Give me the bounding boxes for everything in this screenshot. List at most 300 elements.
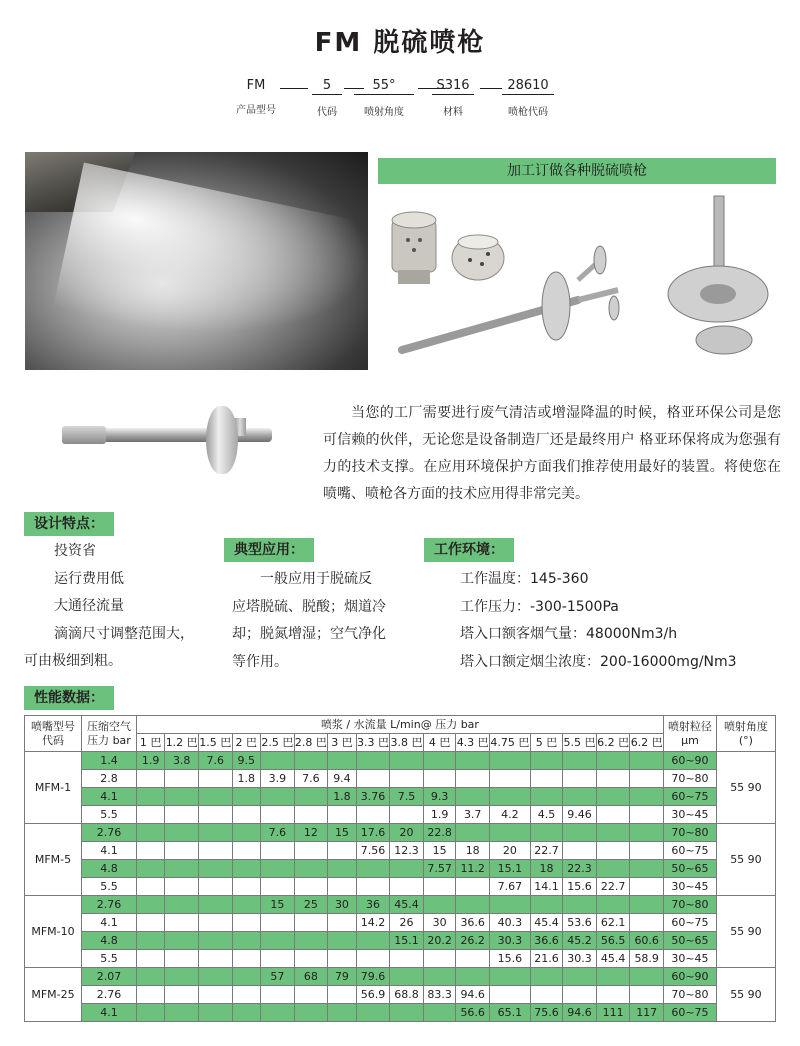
head-pressure: 压缩空气 压力 bar: [81, 716, 136, 752]
flow-cell: 14.2: [356, 914, 390, 932]
droplet-cell: 60~90: [663, 752, 716, 770]
droplet-cell: 30~45: [663, 950, 716, 968]
flow-cell: [198, 986, 232, 1004]
performance-table: [24, 715, 776, 1022]
model-cell: MFM-10: [25, 896, 82, 968]
flow-cell: [596, 842, 630, 860]
pressure-cell: 1.4: [81, 752, 136, 770]
feature-item: 投资省: [54, 543, 96, 559]
flow-cell: 45.4: [596, 950, 630, 968]
flow-cell: 12.3: [390, 842, 424, 860]
flow-cell: 58.9: [630, 950, 664, 968]
flow-cell: [423, 968, 456, 986]
angle-cell: 55 90: [716, 968, 775, 1022]
pressure-cell: 5.5: [81, 878, 136, 896]
droplet-cell: 70~80: [663, 824, 716, 842]
application-line: 却；脱氮增湿；空气净化: [232, 626, 386, 642]
intro-paragraph: 当您的工厂需要进行废气清洁或增湿降温的时候，格亚环保公司是您可信赖的伙伴，无论您是设备制造厂还是最终用户 格亚环保将成为您强有力的技术支撑。在应用环境保护方面我们推荐使用最好的装置。将使您在喷嘴、喷枪各方面的技术应用得非常完美。: [323, 405, 781, 502]
flow-cell: 20: [390, 824, 424, 842]
flow-cell: [165, 878, 199, 896]
flow-cell: 12: [294, 824, 328, 842]
flow-cell: [563, 788, 597, 806]
flow-col-header: 5.5 巴: [563, 734, 597, 752]
flow-cell: 21.6: [530, 950, 563, 968]
applications-text: [232, 566, 412, 676]
flow-col-header: 4.75 巴: [489, 734, 530, 752]
flow-cell: [630, 824, 664, 842]
flow-cell: [232, 968, 260, 986]
flow-cell: [165, 770, 199, 788]
flow-cell: [423, 752, 456, 770]
flow-cell: 3.9: [261, 770, 295, 788]
flow-cell: 36: [356, 896, 390, 914]
flow-cell: [165, 1004, 199, 1022]
table-row: [25, 1004, 776, 1022]
flow-cell: 36.6: [456, 914, 490, 932]
flow-cell: [456, 770, 490, 788]
flow-cell: 60.6: [630, 932, 664, 950]
model-segment-product: [236, 78, 276, 116]
features-heading: 设计特点：: [24, 512, 114, 536]
flow-cell: 7.56: [356, 842, 390, 860]
flow-cell: [232, 842, 260, 860]
flow-col-header: 1.2 巴: [165, 734, 199, 752]
flow-cell: 57: [261, 968, 295, 986]
table-row: [25, 752, 776, 770]
pressure-cell: 4.1: [81, 914, 136, 932]
flow-cell: [596, 968, 630, 986]
flow-cell: 15.6: [489, 950, 530, 968]
flow-cell: 15: [261, 896, 295, 914]
flow-cell: [232, 860, 260, 878]
flow-cell: [328, 806, 356, 824]
pressure-cell: 2.76: [81, 986, 136, 1004]
flow-cell: [261, 752, 295, 770]
flow-cell: [356, 806, 390, 824]
flow-cell: 30.3: [563, 950, 597, 968]
flow-cell: [630, 896, 664, 914]
pressure-cell: 2.8: [81, 770, 136, 788]
table-row: [25, 860, 776, 878]
flow-cell: [630, 860, 664, 878]
flow-cell: [530, 752, 563, 770]
model-segment-code: [312, 78, 342, 118]
flow-cell: [294, 1004, 328, 1022]
flow-cell: [630, 968, 664, 986]
flow-cell: [356, 860, 390, 878]
flow-cell: 1.9: [423, 806, 456, 824]
flow-cell: [423, 896, 456, 914]
model-code: FM: [246, 78, 266, 93]
pressure-cell: 5.5: [81, 950, 136, 968]
flow-cell: [423, 878, 456, 896]
flow-cell: 68.8: [390, 986, 424, 1004]
flow-cell: [390, 950, 424, 968]
flow-cell: [294, 950, 328, 968]
table-row: [25, 824, 776, 842]
model-label: 喷枪代码: [508, 107, 548, 118]
flow-cell: [530, 824, 563, 842]
flow-cell: [596, 770, 630, 788]
flow-cell: 40.3: [489, 914, 530, 932]
flow-col-header: 6.2 巴: [630, 734, 664, 752]
flow-cell: [489, 752, 530, 770]
flow-cell: [198, 806, 232, 824]
model-dash: [480, 88, 502, 89]
flow-col-header: 1.5 巴: [198, 734, 232, 752]
flow-cell: 56.9: [356, 986, 390, 1004]
flow-cell: [136, 878, 164, 896]
flow-cell: [294, 842, 328, 860]
flow-cell: [294, 788, 328, 806]
feature-item: 运行费用低: [54, 570, 124, 587]
model-cell: MFM-25: [25, 968, 82, 1022]
flow-col-header: 3.8 巴: [390, 734, 424, 752]
flow-cell: 26.2: [456, 932, 490, 950]
flow-cell: [596, 788, 630, 806]
flow-cell: 111: [596, 1004, 630, 1022]
flow-cell: [136, 770, 164, 788]
flow-cell: [563, 842, 597, 860]
flow-cell: [198, 770, 232, 788]
flow-cell: 9.3: [423, 788, 456, 806]
model-cell: MFM-5: [25, 824, 82, 896]
flow-cell: 18: [456, 842, 490, 860]
angle-cell: 55 90: [716, 824, 775, 896]
flow-cell: [165, 986, 199, 1004]
flow-cell: [261, 932, 295, 950]
flow-cell: [165, 932, 199, 950]
flow-cell: [630, 986, 664, 1004]
flow-cell: [198, 914, 232, 932]
model-code: S316: [432, 78, 474, 95]
cylinder-nozzle-image: [392, 212, 436, 284]
flow-cell: [630, 752, 664, 770]
flow-cell: [530, 770, 563, 788]
flow-cell: 7.57: [423, 860, 456, 878]
features-list: [24, 538, 224, 676]
flow-cell: [198, 842, 232, 860]
droplet-cell: 70~80: [663, 986, 716, 1004]
flow-cell: [456, 752, 490, 770]
flow-cell: [261, 1004, 295, 1022]
pressure-cell: 4.1: [81, 1004, 136, 1022]
custom-lance-banner: 加工订做各种脱硫喷枪: [378, 158, 776, 184]
flow-cell: [456, 950, 490, 968]
flow-col-header: 3 巴: [328, 734, 356, 752]
angle-cell: 55 90: [716, 752, 775, 824]
flow-cell: [294, 752, 328, 770]
flow-cell: [165, 824, 199, 842]
flow-cell: [530, 788, 563, 806]
flow-cell: 53.6: [563, 914, 597, 932]
flow-cell: 15: [328, 824, 356, 842]
flow-cell: 17.6: [356, 824, 390, 842]
flow-cell: 45.4: [390, 896, 424, 914]
flow-cell: 62.1: [596, 914, 630, 932]
flow-cell: [261, 986, 295, 1004]
flow-cell: [356, 1004, 390, 1022]
flow-cell: [232, 932, 260, 950]
flow-cell: 14.1: [530, 878, 563, 896]
flow-cell: [563, 968, 597, 986]
flow-cell: [596, 986, 630, 1004]
flow-cell: [489, 896, 530, 914]
flow-cell: [294, 860, 328, 878]
flow-cell: [165, 842, 199, 860]
droplet-cell: 60~90: [663, 968, 716, 986]
lance-photo: [62, 398, 282, 478]
flow-cell: [165, 860, 199, 878]
head-angle: 喷射角度 (°): [716, 716, 775, 752]
flow-cell: [136, 824, 164, 842]
flow-cell: [165, 896, 199, 914]
flow-cell: [136, 860, 164, 878]
flow-col-header: 1 巴: [136, 734, 164, 752]
flow-cell: 9.5: [232, 752, 260, 770]
flow-cell: [165, 914, 199, 932]
flow-cell: [563, 770, 597, 788]
flow-cell: [136, 968, 164, 986]
flow-cell: [198, 896, 232, 914]
flow-cell: [198, 824, 232, 842]
feature-item: 可由极细到粗。: [24, 653, 122, 669]
droplet-cell: 30~45: [663, 806, 716, 824]
model-label: 产品型号: [236, 105, 276, 116]
flow-cell: [356, 770, 390, 788]
flow-cell: [232, 950, 260, 968]
flow-cell: 15.6: [563, 878, 597, 896]
flow-cell: 15.1: [390, 932, 424, 950]
flow-cell: [136, 896, 164, 914]
model-cell: MFM-1: [25, 752, 82, 824]
flow-cell: [328, 1004, 356, 1022]
flow-cell: 79: [328, 968, 356, 986]
table-row: [25, 788, 776, 806]
flow-col-header: 5 巴: [530, 734, 563, 752]
flow-col-header: 4.3 巴: [456, 734, 490, 752]
flow-cell: [136, 1004, 164, 1022]
environment-line: 塔入口额定烟尘浓度：200-16000mg/Nm3: [460, 653, 737, 670]
page-title: FM 脱硫喷枪: [314, 28, 486, 58]
flow-cell: 3.8: [165, 752, 199, 770]
flow-cell: [630, 788, 664, 806]
flow-cell: 83.3: [423, 986, 456, 1004]
flow-cell: [596, 824, 630, 842]
table-row: [25, 896, 776, 914]
table-row: [25, 932, 776, 950]
table-row: [25, 950, 776, 968]
flow-cell: [136, 788, 164, 806]
product-illustrations: [378, 190, 776, 366]
flow-cell: 75.6: [530, 1004, 563, 1022]
lance-tip-image: [62, 426, 106, 444]
droplet-cell: 70~80: [663, 770, 716, 788]
flow-col-header: 6.2 巴: [596, 734, 630, 752]
flow-cell: [232, 806, 260, 824]
flow-cell: 18: [530, 860, 563, 878]
flow-cell: 65.1: [489, 1004, 530, 1022]
pressure-cell: 4.8: [81, 860, 136, 878]
head-flow: 喷浆 / 水流量 L/min@ 压力 bar: [136, 716, 663, 734]
flow-cell: [630, 806, 664, 824]
flow-cell: 11.2: [456, 860, 490, 878]
flow-cell: [136, 806, 164, 824]
flow-cell: 1.9: [136, 752, 164, 770]
flow-cell: [489, 824, 530, 842]
flow-cell: [356, 878, 390, 896]
droplet-cell: 60~75: [663, 914, 716, 932]
head-model: 喷嘴型号 代码: [25, 716, 82, 752]
flow-cell: 15.1: [489, 860, 530, 878]
head-droplet: 喷射粒径 μm: [663, 716, 716, 752]
flow-cell: [198, 878, 232, 896]
feature-item: 滴滴尺寸调整范围大，: [54, 625, 194, 642]
flow-cell: [489, 788, 530, 806]
flow-cell: 3.7: [456, 806, 490, 824]
pressure-cell: 2.76: [81, 896, 136, 914]
model-dash: [280, 88, 308, 89]
flow-cell: [232, 896, 260, 914]
flow-cell: [489, 770, 530, 788]
flow-cell: [456, 896, 490, 914]
flow-cell: 25: [294, 896, 328, 914]
flow-cell: 1.8: [328, 788, 356, 806]
model-segment-lance-code: [502, 78, 554, 118]
pressure-cell: 4.1: [81, 788, 136, 806]
product-photos: [378, 190, 776, 366]
flow-cell: [198, 860, 232, 878]
flow-cell: 4.5: [530, 806, 563, 824]
flow-cell: [356, 752, 390, 770]
flow-cell: 22.8: [423, 824, 456, 842]
flow-cell: 4.2: [489, 806, 530, 824]
flow-cell: [563, 896, 597, 914]
flow-cell: [232, 878, 260, 896]
flow-cell: [261, 842, 295, 860]
pressure-cell: 5.5: [81, 806, 136, 824]
flow-cell: 36.6: [530, 932, 563, 950]
droplet-cell: 60~75: [663, 1004, 716, 1022]
flow-cell: [489, 986, 530, 1004]
pressure-cell: 4.8: [81, 932, 136, 950]
flow-cell: [390, 752, 424, 770]
pressure-cell: 4.1: [81, 842, 136, 860]
performance-table-body: [25, 752, 776, 1022]
flow-cell: 7.5: [390, 788, 424, 806]
flow-col-header: 2 巴: [232, 734, 260, 752]
flow-cell: [294, 806, 328, 824]
flow-cell: 56.6: [456, 1004, 490, 1022]
spray-mist-image: [53, 162, 368, 370]
table-row: [25, 806, 776, 824]
flow-cell: [563, 986, 597, 1004]
flow-cell: [136, 932, 164, 950]
flow-cell: [328, 932, 356, 950]
flow-cell: 94.6: [563, 1004, 597, 1022]
flow-cell: [294, 932, 328, 950]
flow-cell: [232, 788, 260, 806]
flow-cell: [136, 914, 164, 932]
flow-col-header: 4 巴: [423, 734, 456, 752]
flow-cell: 30: [423, 914, 456, 932]
pressure-cell: 2.76: [81, 824, 136, 842]
flow-cell: 3.76: [356, 788, 390, 806]
table-row: [25, 878, 776, 896]
droplet-cell: 60~75: [663, 788, 716, 806]
droplet-cell: 50~65: [663, 860, 716, 878]
flow-cell: [198, 968, 232, 986]
flow-cell: [198, 1004, 232, 1022]
flow-cell: [232, 824, 260, 842]
feature-item: 大通径流量: [54, 598, 124, 614]
flow-cell: [328, 950, 356, 968]
flow-cell: [136, 950, 164, 968]
flow-cell: 94.6: [456, 986, 490, 1004]
model-code: 55°: [354, 78, 414, 95]
model-segment-material: [432, 78, 474, 118]
flow-cell: [356, 950, 390, 968]
table-row: [25, 842, 776, 860]
flow-cell: [423, 770, 456, 788]
flow-cell: 1.8: [232, 770, 260, 788]
angle-cell: 55 90: [716, 896, 775, 968]
model-code: 28610: [502, 78, 554, 95]
flow-cell: [165, 968, 199, 986]
flow-cell: [356, 932, 390, 950]
droplet-cell: 60~75: [663, 842, 716, 860]
flow-cell: [596, 896, 630, 914]
flow-cell: 7.6: [294, 770, 328, 788]
flow-cell: [198, 932, 232, 950]
flow-cell: 15: [423, 842, 456, 860]
flow-cell: 20.2: [423, 932, 456, 950]
flow-cell: [563, 752, 597, 770]
flow-cell: [630, 770, 664, 788]
flow-cell: [232, 986, 260, 1004]
flow-cell: [328, 860, 356, 878]
flow-cell: [198, 950, 232, 968]
model-code: 5: [312, 78, 342, 95]
flow-cell: [328, 878, 356, 896]
model-label: 喷射角度: [364, 107, 404, 118]
model-label: 材料: [443, 107, 463, 118]
flow-cell: [390, 1004, 424, 1022]
model-segment-angle: [354, 78, 414, 118]
flow-cell: [530, 896, 563, 914]
environment-text: [460, 566, 780, 676]
flow-cell: 7.67: [489, 878, 530, 896]
flow-cell: [630, 914, 664, 932]
flow-cell: 20: [489, 842, 530, 860]
flow-cell: [165, 788, 199, 806]
application-line: 应塔脱硫、脱酸；烟道冷: [232, 598, 386, 615]
flow-cell: [630, 878, 664, 896]
table-row: [25, 968, 776, 986]
droplet-cell: 70~80: [663, 896, 716, 914]
flow-cell: [596, 860, 630, 878]
application-line: 一般应用于脱硫反: [260, 571, 372, 587]
flow-cell: [530, 986, 563, 1004]
environment-line: 工作温度：145-360: [460, 571, 589, 587]
flow-cell: 79.6: [356, 968, 390, 986]
flow-cell: 30: [328, 896, 356, 914]
flow-cell: [390, 770, 424, 788]
table-row: [25, 770, 776, 788]
flow-col-header: 2.5 巴: [261, 734, 295, 752]
flow-cell: [261, 950, 295, 968]
flow-cell: [390, 806, 424, 824]
